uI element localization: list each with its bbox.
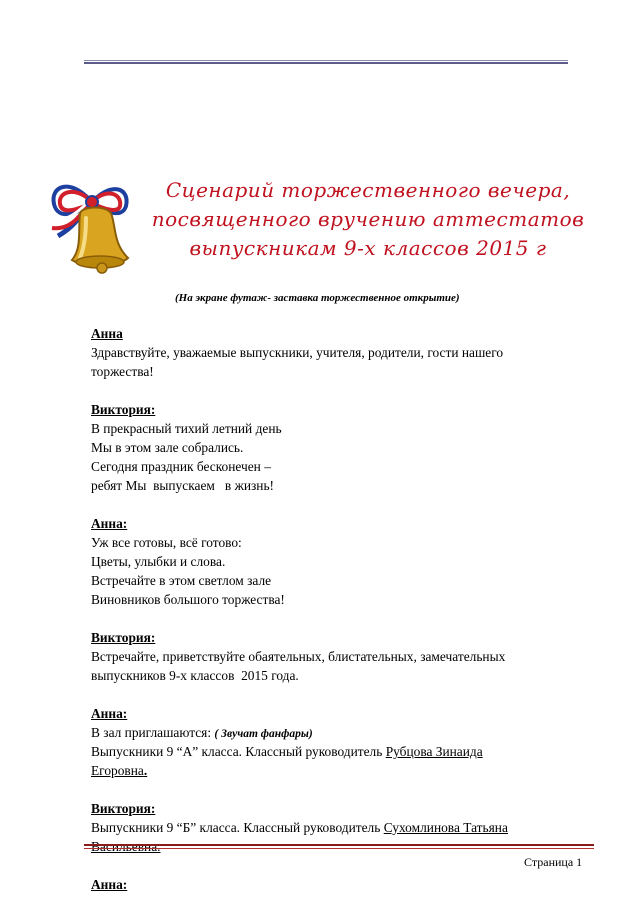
title-line-1: Сценарий торжественного вечера, bbox=[165, 178, 571, 202]
script-line: Встречайте в этом светлом зале bbox=[91, 573, 272, 588]
page-number: Страница 1 bbox=[524, 855, 583, 869]
script-line: ребят Мы выпускаем в жизнь! bbox=[91, 478, 275, 493]
speaker-label: Анна: bbox=[91, 516, 128, 531]
script-line: Виновников большого торжества! bbox=[91, 592, 285, 607]
script-body bbox=[91, 324, 591, 894]
teacher-b-patronymic: Васильевна. bbox=[91, 839, 161, 854]
page-title bbox=[140, 176, 596, 263]
teacher-b-name: Сухомлинова Татьяна bbox=[383, 820, 508, 835]
speaker-label: Виктория: bbox=[91, 801, 156, 816]
speaker-label: Анна: bbox=[91, 706, 128, 721]
speaker-label: Виктория: bbox=[91, 402, 156, 417]
script-line: выпускников 9-х классов 2015 года. bbox=[91, 668, 299, 683]
script-line: Цветы, улыбки и слова. bbox=[91, 554, 226, 569]
script-line: Мы в этом зале собрались. bbox=[91, 440, 244, 455]
title-line-3: выпускникам 9-х классов 2015 г bbox=[189, 236, 547, 260]
teacher-a-name: Рубцова Зинаида bbox=[385, 744, 483, 759]
bell-icon bbox=[50, 178, 138, 274]
script-line: В прекрасный тихий летний день bbox=[91, 421, 282, 436]
stage-cue: ( Звучат фанфары) bbox=[214, 728, 313, 740]
speaker-label: Виктория: bbox=[91, 630, 156, 645]
invite-text: В зал приглашаются: bbox=[91, 725, 212, 740]
teacher-a-period: . bbox=[143, 763, 148, 778]
script-line: торжества! bbox=[91, 364, 154, 379]
teacher-a-patronymic: Егоровна bbox=[91, 763, 144, 778]
speaker-label: Анна bbox=[91, 326, 123, 341]
script-line: Встречайте, приветствуйте обаятельных, блистательных, замечательных bbox=[91, 649, 506, 664]
script-line: Сегодня праздник бесконечен – bbox=[91, 459, 271, 474]
speaker-label: Анна: bbox=[91, 877, 128, 892]
footer-rule bbox=[84, 844, 594, 849]
script-line: Здравствуйте, уважаемые выпускники, учителя, родители, гости нашего bbox=[91, 345, 504, 360]
script-line: Уж все готовы, всё готово: bbox=[91, 535, 242, 550]
header-rule bbox=[84, 60, 568, 64]
class-a-text: Выпускники 9 “А” класса. Классный руководитель bbox=[91, 744, 383, 759]
class-b-text: Выпускники 9 “Б” класса. Классный руководитель bbox=[91, 820, 381, 835]
title-line-2: посвященного вручению аттестатов bbox=[151, 207, 585, 231]
screen-note: (На экране футаж- заставка торжественное открытие) bbox=[175, 292, 460, 304]
